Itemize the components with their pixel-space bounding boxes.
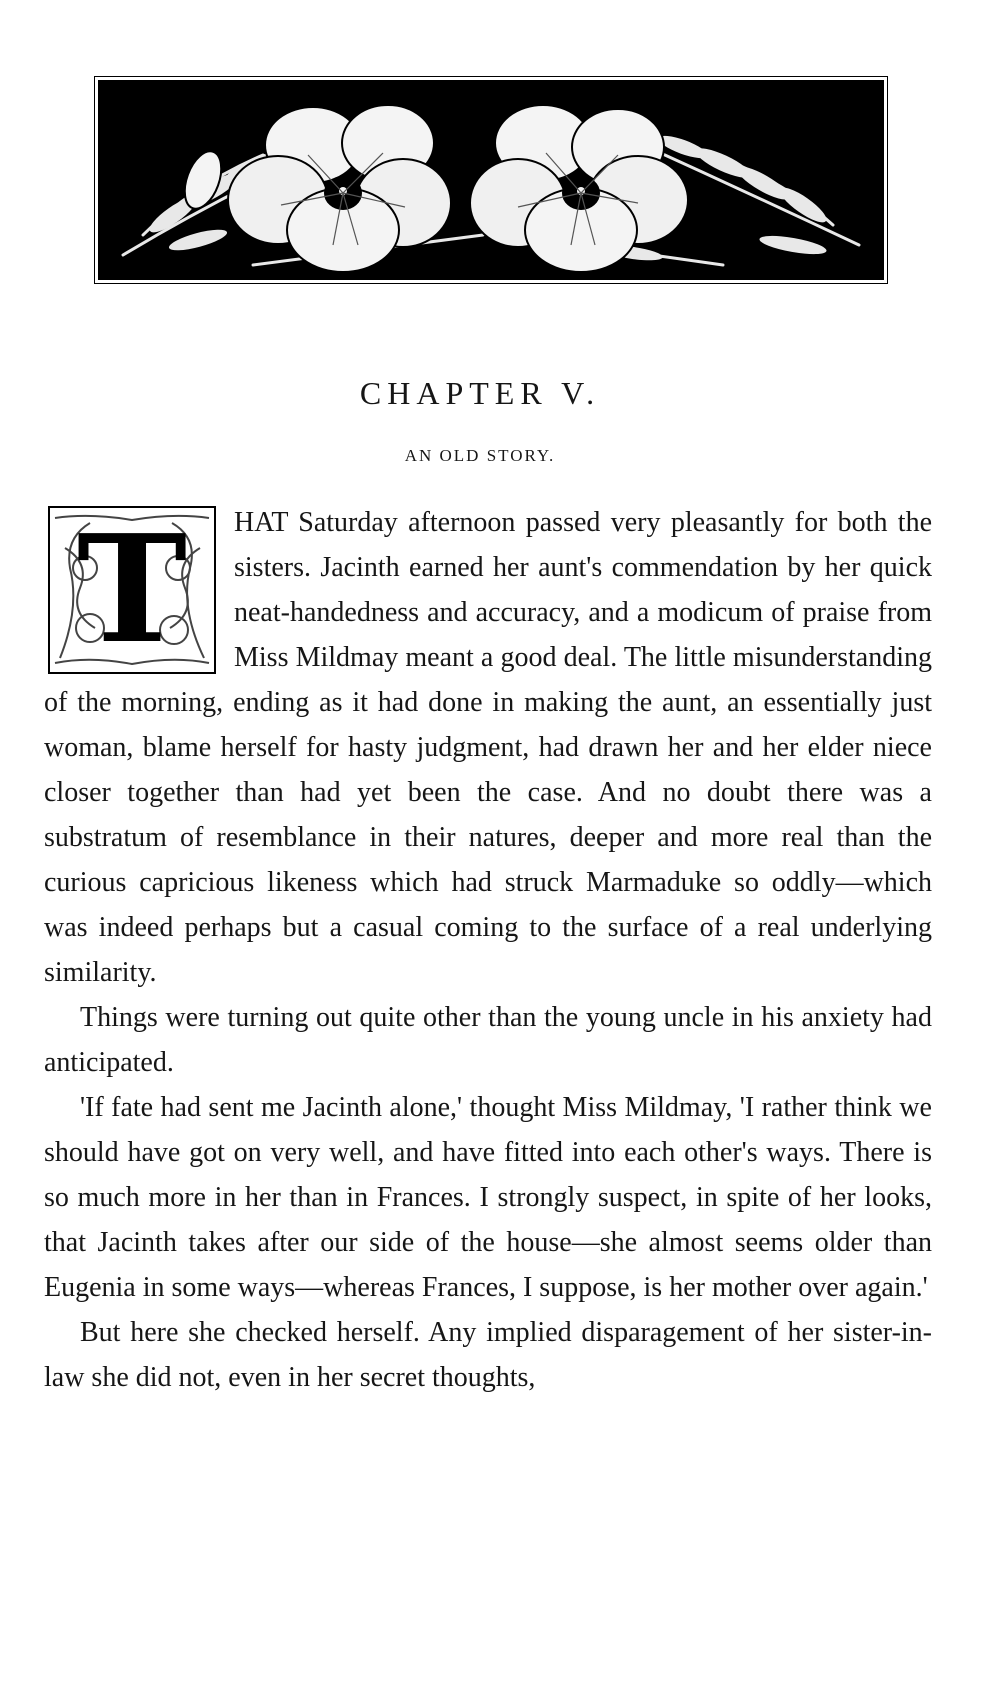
chapter-text — [44, 500, 932, 1400]
opening-paragraph — [44, 500, 932, 995]
chapter-title: CHAPTER V. — [359, 375, 601, 411]
chapter-subtitle: AN OLD STORY. — [404, 446, 556, 465]
dropcap-initial — [48, 502, 216, 676]
dropcap-letter: T — [76, 502, 188, 676]
opening-paragraph-text: HAT Saturday afternoon passed very pleasantly for both the sisters. Jacinth earned her aunt's commendation by her quick neat-handedness and accuracy, and a modicum of praise from Miss Mildmay meant a good deal. The little misunderstanding of the morning, ending as it had done in making the aunt, an essentially just woman, blame herself for hasty judgment, had drawn her and her elder niece closer together than had yet been the case. And no doubt there was a substratum of resemblance in their natures, deeper and more real than the curious capricious likeness which had struck Marmaduke so oddly—which was indeed perhaps but a casual coming to the surface of a real underlying similarity. — [44, 507, 932, 988]
pansy-headpiece-ornament — [98, 80, 884, 280]
pansy-ornament-illustration — [103, 85, 879, 275]
paragraph-3: 'If fate had sent me Jacinth alone,' thought Miss Mildmay, 'I rather think we should have got on very well, and have fitted into each other's ways. There is so much more in her than in Frances. I strongly suspect, in spite of her looks, that Jacinth takes after our side of the house—she almost seems older than Eugenia in some ways—whereas Frances, I suppose, is her mother over again.' — [44, 1092, 932, 1303]
paragraph-4: But here she checked herself. Any implied disparagement of her sister-in-law she did not, even in her secret thoughts, — [44, 1317, 932, 1393]
paragraph-2: Things were turning out quite other than the young uncle in his anxiety had anticipated. — [44, 1002, 932, 1078]
